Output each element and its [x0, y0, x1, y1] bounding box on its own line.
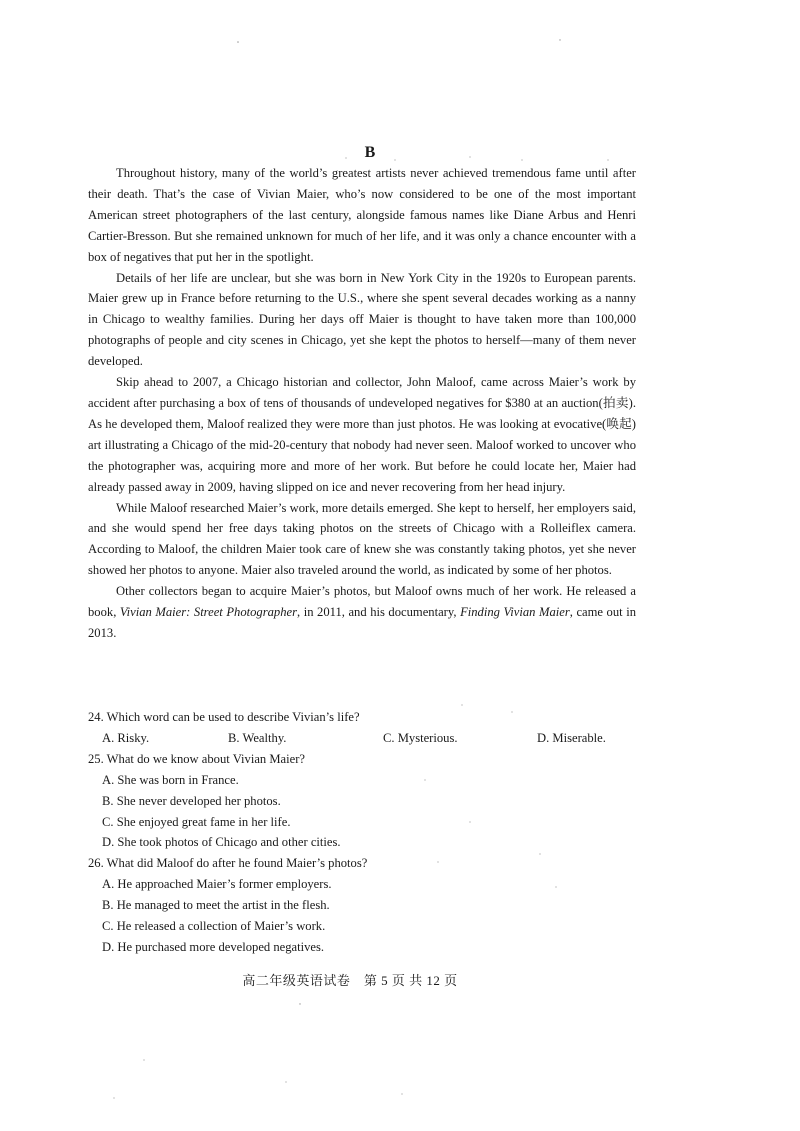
p5-mid: , in 2011, and his documentary, — [297, 605, 461, 620]
question-24-stem: 24. Which word can be used to describe Vivian’s life? — [88, 710, 360, 724]
q25-option-a: A. She was born in France. — [102, 772, 239, 787]
q24-option-c: C. Mysterious. — [383, 730, 458, 745]
q26-option-c: C. He released a collection of Maier’s work. — [102, 919, 326, 934]
reading-passage — [88, 163, 636, 644]
question-26-stem: 26. What did Maloof do after he found Maier’s photos? — [88, 856, 368, 871]
page-footer: 高二年级英语试卷 第 5 页 共 12 页 — [242, 973, 458, 988]
q25-option-d: D. She took photos of Chicago and other cities. — [102, 835, 341, 850]
q24-option-d: D. Miserable. — [537, 730, 606, 745]
q26-option-b: B. He managed to meet the artist in the flesh. — [102, 898, 330, 913]
passage-paragraph-4: While Maloof researched Maier’s work, more details emerged. She kept to herself, her employers said, and she would spend her free days taking photos on the streets of Chicago with a Rolleiflex camera. According to Maloof, the children Maier took care of knew she was constantly taking photos, yet she never showed her photos to anyone. Maier also traveled around the world, as indicated by some of her photos. — [88, 500, 636, 578]
q25-option-c: C. She enjoyed great fame in her life. — [102, 814, 291, 829]
passage-paragraph-3: Skip ahead to 2007, a Chicago historian and collector, John Maloof, came across Maier’s work by accident after purchasing a box of tens of thousands of undeveloped negatives for $380 at an auction(拍卖). As he developed them, Maloof realized they were more than just photos. He was looking at evocative(唤起) art illustrating a Chicago of the mid-20-century that nobody had never seen. Maloof worked to uncover who the photographer was, acquiring more and more of her work. But before he could locate her, Maier had already passed away in 2009, having slipped on ice and never recovering from her head injury. — [88, 375, 636, 494]
q26-option-a: A. He approached Maier’s former employers. — [102, 877, 332, 892]
question-list — [88, 707, 648, 958]
q24-option-a: A. Risky. — [102, 730, 150, 745]
book-title: Vivian Maier: Street Photographer — [119, 605, 298, 620]
q24-option-b: B. Wealthy. — [228, 730, 287, 745]
documentary-title: Finding Vivian Maier — [460, 605, 570, 620]
question-24-options — [88, 728, 648, 749]
section-letter: B — [364, 144, 376, 161]
p5-start: Other collectors began to acquire Maier’s photos, but Maloof owns much of her work. He released a book, — [88, 584, 636, 620]
p5-end: , came out in 2013. — [88, 605, 636, 640]
passage-paragraph-5 — [88, 581, 636, 644]
passage-paragraph-2: Details of her life are unclear, but she was born in New York City in the 1920s to European parents. Maier grew up in France before returning to the U.S., where she spent several decades working as a nanny in Chicago to wealthy families. During her days off Maier is thought to have taken more than 100,000 photographs of people and city scenes in Chicago, yet she kept the photos to herself—many of them never developed. — [88, 270, 636, 369]
q26-option-d: D. He purchased more developed negatives. — [102, 939, 325, 954]
question-25-stem: 25. What do we know about Vivian Maier? — [88, 751, 306, 766]
q25-option-b: B. She never developed her photos. — [102, 793, 281, 808]
passage-paragraph-1: Throughout history, many of the world’s greatest artists never achieved tremendous fame until after their death. That’s the case of Vivian Maier, who’s now considered to be one of the most important American street photographers of the last century, alongside famous names like Diane Arbus and Henri Cartier-Bresson. But she remained unknown for much of her life, and it was only a chance encounter with a box of negatives that put her in the spotlight. — [88, 166, 636, 264]
